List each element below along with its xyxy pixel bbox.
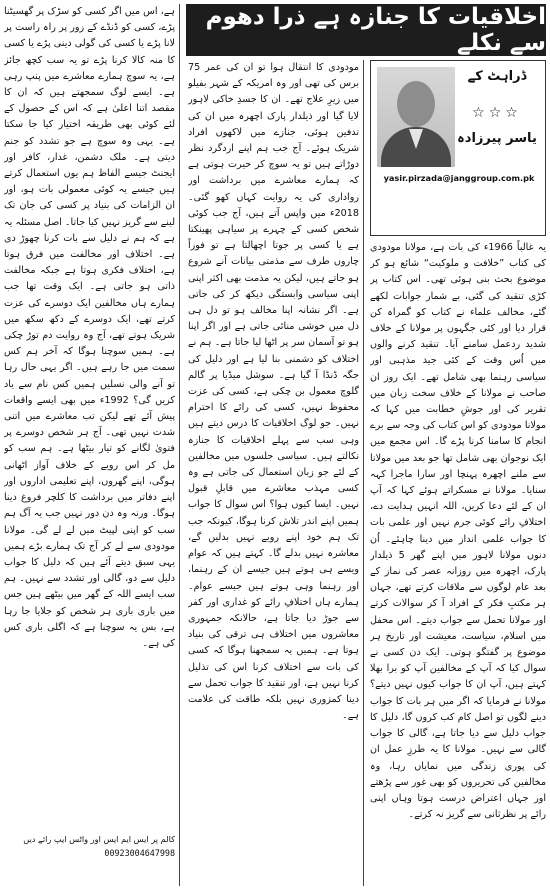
author-name: یاسر پیرزادہ	[457, 131, 537, 146]
author-photo	[377, 67, 455, 167]
column-right	[368, 60, 546, 886]
footer-note: کالم پر ایس ایم ایس اور واٹس ایپ رائے دیں	[23, 834, 175, 844]
article-text-right: یہ غالباً 1966ء کی بات ہے، مولانا مودودی کی کتاب ”خلافت و ملوکیت“ شائع ہو کر موضوع بحث بنی ہوئی تھی۔ اس کتاب پر کڑی تنقید کی گئی، بے شمار جوابات لکھے گئے، مخالف علماء نے کتاب کو گمراہ کن قرار دیا اور کئی جگہوں پر مولانا کے خلاف شدید ردعمل سامنے آیا۔ تنقید کرنے والوں میں اُس وقت کے کئی جید مذہبی اور سیاسی رہنما بھی شامل تھے۔ ایک روز ان صاحب نے مولانا کے خلاف سخت زبان میں تقریر کی اور جوشِ خطابت میں کہا کہ مولانا مودودی کو اس کتاب کی وجہ سے برے انجام کا سامنا کرنا پڑے گا۔ اس مجمع میں ایک نوجوان بھی شامل تھا جو بعد میں مولانا سے ملنے اچھرہ پہنچا اور سارا ماجرا کہہ سنایا۔ مولانا نے مسکراتے ہوئے کہا کہ آپ ان کے لئے دعا کریں، اللہ انہیں ہدایت دے، اختلافِ رائے کوئی جرم نہیں اور علمی بات کا جواب علمی انداز میں دینا چاہئے۔ اُن دنوں مولانا لاہور میں اپنے گھر 5 ذیلدار پارک، اچھرہ میں روزانہ عصر کی نماز کے بعد عام لوگوں سے ملاقات کرتے تھے، جہاں ہر مکتبِ فکر کے افراد آ کر سوالات کرتے اور مولانا تحمل سے جواب دیتے۔ اس محفل میں اسلام، سیاست، معیشت اور تاریخ ہر موضوع پر گفتگو ہوتی۔ ایک دن کسی نے سوال کیا کہ آپ کے مخالفین آپ کو برا بھلا کہتے ہیں، آپ ان کا جواب کیوں نہیں دیتے؟ مولانا نے فرمایا کہ اگر میں ہر بات کا جواب دینے لگوں تو اصل کام کب کروں گا، دلیل کا جواب دلیل سے دیا جاتا ہے، گالی کا جواب گالی سے نہیں۔ مولانا کا یہ طرزِ عمل ان کی پوری زندگی میں نمایاں رہا، وہ مخالفین کی تحریروں کو بھی غور سے پڑھتے اور جہاں اعتراض درست ہوتا وہاں اپنی رائے پر نظرثانی سے گریز نہ کرتے۔	[370, 242, 546, 821]
photo-head	[397, 81, 435, 127]
article-text-left: ہے، اس میں اگر کسی کو سڑک پر گھسیٹنا پڑے، کسی کو ڈنڈے کے زور پر راہ راست پر لانا پڑے یا کسی کی گولی دینی پڑے یا کسی کا منہ کالا کرنا پڑے تو یہ سب کچھ جائز ہے، یہ سوچ ہمارے معاشرے میں پنپ رہی ہے۔ ایسے لوگ سمجھتے ہیں کہ ان کا مقصد اتنا اعلیٰ ہے کہ اس کے حصول کے لئے کوئی بھی طریقہ اختیار کیا جا سکتا ہے۔ یہی وہ سوچ ہے جو تشدد کو جنم دیتی ہے۔ ملک دشمن، غدار، کافر اور ایجنٹ جیسے الفاظ ہم یوں استعمال کرتے ہیں جیسے یہ کوئی معمولی بات ہو، اور ان الزامات کی بنیاد پر کسی کی جان تک لینے سے گریز نہیں کیا جاتا۔ اصل مسئلہ یہ ہے کہ ہم نے دلیل سے بات کرنا چھوڑ دی ہے۔ اختلاف اور مخالفت میں فرق ہوتا ہے، اختلاف فکری ہوتا ہے جبکہ مخالفت ذاتی ہو جاتی ہے۔ ایک وقت تھا جب ہمارے ہاں مخالفین ایک دوسرے کی عزت کرتے تھے، ایک دوسرے کے دکھ سکھ میں شریک ہوتے تھے، آج وہ روایت دم توڑ چکی ہے۔ ہمیں سوچنا ہوگا کہ آخر ہم کس سمت میں جا رہے ہیں۔ اگر یہی حال رہا تو آنے والی نسلیں ہمیں کس نام سے یاد کریں گی؟ 1992ء میں بھی ایسے واقعات پیش آئے تھے لیکن تب معاشرے میں اتنی شدت نہیں تھی۔ آج ہر شخص دوسرے پر فتویٰ لگانے کو تیار بیٹھا ہے۔ ہم سب کو مل کر اس رویے کے خلاف آواز اٹھانی ہوگی، اپنے گھروں، اپنے تعلیمی اداروں اور اپنے دفاتر میں برداشت کا کلچر فروغ دینا ہوگا۔ ورنہ وہ دن دور نہیں جب یہ آگ ہم سب کو اپنی لپیٹ میں لے لے گی۔ مولانا مودودی سے لے کر آج تک ہمارے بڑے ہمیں یہی سبق دیتے آئے ہیں کہ دلیل کا جواب دلیل سے دو، گالی اور تشدد سے نہیں۔ ہم سب ایسے اللہ کے گھر میں بیٹھے ہیں جس میں باری باری ہر شخص کو جلایا جا رہا ہے، بس یہ سوچنا ہے کہ اگلی باری کس کی ہے۔	[4, 6, 175, 649]
author-box	[370, 60, 546, 236]
sms-footer	[4, 832, 175, 860]
author-email[interactable]: yasir.pirzada@janggroup.com.pk	[383, 173, 535, 183]
headline-text: اخلاقیات کا جنازہ ہے ذرا دھوم سے نکلے	[205, 4, 546, 56]
footer-phone: 00923004647998	[104, 848, 175, 858]
column-headline	[186, 4, 546, 56]
star-ornament: ☆☆☆	[472, 105, 522, 121]
article-text-middle: مودودی کا انتقال ہوا تو ان کی عمر 75 برس کی تھی اور وہ امریکہ کے شہر بفیلو میں زیرِ علاج تھے۔ ان کا جسدِ خاکی لاہور لایا گیا اور ذیلدار پارک اچھرہ میں ان کی تدفین ہوئی، جنازے میں لاکھوں افراد شریک ہوئے۔ آج جب ہم اپنے اردگرد نظر دوڑاتے ہیں تو یہ سوچ کر حیرت ہوتی ہے کہ ہمارے معاشرے میں برداشت اور رواداری کی یہ روایت کہاں کھو گئی۔ 2018ء میں واپس آتے ہیں، آج جب کوئی شخص کسی کے چہرے پر سیاہی پھینکتا ہے یا کسی پر جوتا اچھالتا ہے تو فوراً چاروں طرف سے مذمتی بیانات آنے شروع ہو جاتے ہیں، لیکن یہ مذمت بھی اکثر اپنی اپنی سیاسی وابستگی دیکھ کر کی جاتی ہے۔ اگر نشانہ اپنا مخالف ہو تو دل ہی دل میں خوشی منائی جاتی ہے اور اگر اپنا ہو تو آسمان سر پر اٹھا لیا جاتا ہے۔ ہم نے اختلاف کو دشمنی بنا لیا ہے اور دلیل کی جگہ ڈنڈا آ گیا ہے۔ سوشل میڈیا پر گالم گلوچ معمول بن چکی ہے، کسی کی عزت محفوظ نہیں، کسی کی رائے کا احترام نہیں۔ جو لوگ اخلاقیات کا درس دیتے ہیں وہی سب سے پہلے اخلاقیات کا جنازہ نکالتے ہیں۔ سیاسی جلسوں میں مخالفین کے لئے جو زبان استعمال کی جاتی ہے وہ کسی مہذب معاشرے میں قابلِ قبول نہیں۔ ایسا کیوں ہوا؟ اس سوال کا جواب ہمیں اپنے اندر تلاش کرنا ہوگا، کیونکہ جب تک ہم خود اپنے رویے نہیں بدلیں گے، معاشرہ نہیں بدلے گا۔ کہتے ہیں کہ عوام ویسے ہی ہوتے ہیں جیسے ان کے رہنما، اور رہنما وہی ہوتے ہیں جیسے عوام۔ ہمارے ہاں اختلافِ رائے کو غداری اور کفر سے جوڑ دیا جاتا ہے، حالانکہ جمہوری معاشروں میں اختلاف ہی ترقی کی بنیاد ہوتا ہے۔ ہمیں یہ سمجھنا ہوگا کہ کسی کی بات سے اختلاف کرنا اس کی تذلیل کرنا نہیں ہے، اور تنقید کا جواب تحمل سے دینا کمزوری نہیں بلکہ طاقت کی علامت ہے۔	[188, 62, 359, 722]
column-series-name: ڈراہٹ کے	[467, 69, 527, 84]
column-middle	[184, 60, 364, 886]
column-left	[4, 4, 180, 886]
